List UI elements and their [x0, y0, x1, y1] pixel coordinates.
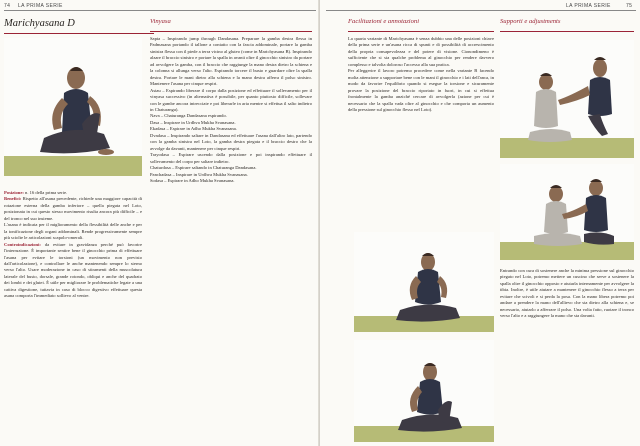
vinyasa-step: Dvadasa – Inspirando saltare in Dandasana ed effettuare l'asana dall'altro lato, partendo con la gamba sinistra nel Loto, la gamba destra piegata e il braccio destro che la avvolge da davanti, mantenere per cinque respiri. — [150, 132, 312, 151]
vinyasa-step: Nava – Chaturanga Dandasana espirando. — [150, 113, 227, 119]
right-page-number: 75 — [626, 3, 633, 9]
adjustment-photo-2 — [500, 164, 634, 260]
adjustment-photo-1 — [500, 40, 634, 158]
vinyasa-text — [150, 36, 312, 184]
text-benefits: Benefici: Rispetto all'asana precedente, richiede una maggiore capacità di rotazione esterna della gamba inferiore – quella piegata nel Loto, posizionata in cui questo stesso movimento risulta ancora più difficile – e del tronco nel suo insieme. — [4, 196, 142, 221]
page-title: Marichyasana D — [4, 18, 75, 29]
vinyasa-heading: Vinyasa — [150, 18, 171, 25]
variation-photo-1 — [354, 232, 494, 332]
left-running-head: LA PRIMA SERIE — [18, 3, 63, 9]
pose-photo-main — [4, 38, 142, 176]
facilitazioni-paragraph: La quarta variante di Marichyasana è senza dubbio una delle posizioni chiave della prima serie e un'asana ricca di spunti e di possibilità di accrescimento della propria consapevolezza e del potere di visione. Cionondimeno è sufficiente che si sia qualche problema al ginocchio per rendere davvero complesso e talvolta doloroso l'accesso alla sua pratica. — [348, 36, 494, 67]
supporti-rule — [500, 31, 634, 32]
text-contraindications: Controindicazioni: da evitare in gravidanza perché può favorire l'interruzione. È importante sentire bene il ginocchio prima di effettuare l'asana per evitare le torsioni (un movimento non previsto dall'articolazione), e controllare le anche mantenendo sempre lo sterno verso l'alto. Usare moderazione in caso di stiramenti della muscolatura laterale del busto, dorsale, grande rotondo, obliqui e anche del quadrato dei lombi e dei glutei. È utile per migliorare le problematiche legate a una cattiva digestione, tuttavia in caso di blocco digestivo effettuare questa asana comporta l'immediato sollievo al ventre. — [4, 241, 142, 299]
vinyasa-step: Chaturdasa – Espirare saltando in Chaturanga Dandasana. — [150, 165, 257, 171]
right-page — [320, 0, 640, 446]
teacher-student-adjust-1 — [500, 40, 634, 158]
vinyasa-step: Ekadasa – Espirare in Adho Mukha Svanasana. — [150, 126, 237, 132]
seated-figure-twist — [354, 340, 494, 442]
facilitazioni-text — [348, 36, 494, 113]
facilitazioni-heading: Facilitazioni e annotazioni — [348, 18, 420, 25]
supporti-text — [500, 268, 634, 320]
vinyasa-step: Trayodasa – Espirare uscendo dalla posizione e poi inspirando effettuare il sollevamento del corpo per saltare indietro. — [150, 152, 312, 164]
left-page-number: 74 — [4, 3, 11, 9]
teacher-student-adjust-2 — [500, 164, 634, 260]
text-benefits-more: L'asana è indicata per il miglioramento della flessibilità delle anche e per la tonificazione degli organi addominali. Rende progressivamente sempre più sciolte le articolazioni scapolo-omerali. — [4, 222, 142, 241]
right-running-head: LA PRIMA SERIE — [566, 3, 611, 9]
facilitazioni-paragraph: Per alleggerire il lavoro potremo procedere come nella variante B facendo molta attenzione a supportare bene con le mani il ginocchio e i lati dell'anca, in modo da favorire l'equilibrio quando si esegue la torsione e sicuramente provare la posizione del braccio riportato in fuori, in cui si effettua frontalmente la gamba anziché cercare di avvolgerla (azione per cui è necessario che la spalla vada oltre al ginocchio e che comporta un aumento della pressione sul ginocchio flesso nel Loto). — [348, 68, 494, 112]
vinyasa-step: Dasa – Inspirare in Urdhva Mukha Svanasana. — [150, 119, 236, 125]
vinyasa-step: Astau – Espirando liberare il corpo dalla posizione ed effettuare il sollevamento per il vinyasa successivo (in alternativa è possibile, per quanto piuttosto difficile, sollevare con le gambe ancora intrecciate e poi liberarle in aria mentre si effettua il salto indietro in Chaturanga). — [150, 87, 312, 112]
text-position: Posizione: n. 16 della prima serie. — [4, 190, 68, 195]
left-header-rule — [4, 10, 316, 11]
supporti-paragraph: Entrando con cura di sostenere anche la minima pressione sul ginocchio piegato nel Loto, potremo mettere un cuscino che serve a sostenere la spalla oltre il ginocchio opposto e aiutarla internamente per avvolgere la tibia. Inoltre, è utile aiutare a mantenere il ginocchio flesso a terra per evitare che scivoli e si perda la posa. Con la mano libera potremo poi andare a prendere la mano dell'allievo che sta dietro alla schiena e, se necessario, aiutarlo a afferrare il polso. Una volta fatto, ruotare il tronco verso l'alto e a raggiungere la mano che sta davanti. — [500, 268, 634, 319]
seated-twist-figure — [4, 38, 142, 176]
left-column-text — [4, 190, 142, 300]
vinyasa-step: Panchadasa – Inspirare in Urdhva Mukha Svanasana. — [150, 171, 248, 177]
seated-figure-front — [354, 232, 494, 332]
supporti-heading: Supporti e adjustments — [500, 18, 561, 25]
facilitazioni-rule — [348, 31, 494, 32]
vinyasa-rule — [150, 31, 312, 32]
right-header-rule — [326, 10, 636, 11]
title-rule — [4, 33, 154, 34]
variation-photo-2 — [354, 340, 494, 442]
vinyasa-step: Sodasa – Espirare in Adho Mukha Svanasana. — [150, 177, 235, 183]
vinyasa-step: Sapta – Inspirando jump through Dandasana. Preparare la gamba destra flessa in Padmasana portando il tallone a contatto con la fascia addominale, portare la gamba sinistra flessa con il piede a terra vicino al gluteo (come in Marichyasana B). Inspirando alzare il braccio sinistro e portare la spalla in avanti oltre il ginocchio sinistro da portare ad avvolgere la gamba, con il braccio che raggiunge la mano destra dietro la schiena e la colonna si allunga verso l'alto. Espirando torcere il busto e guardare oltre la spalla destra. Portare le mani dietro alla schiena e la mano destra afferra il polso sinistro. Mantenere l'asana per cinque respiri. — [150, 36, 312, 87]
